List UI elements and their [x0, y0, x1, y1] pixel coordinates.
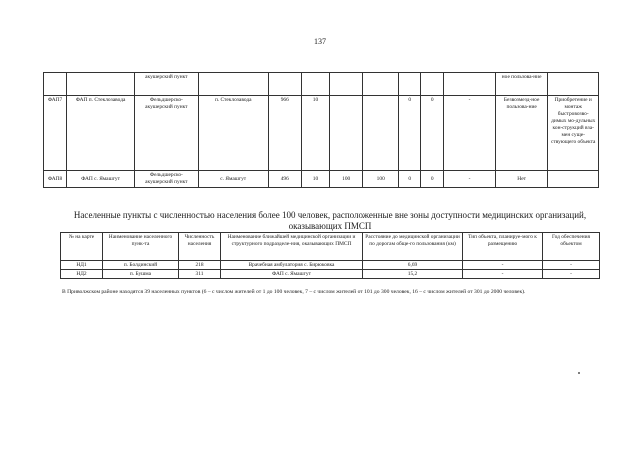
table-row	[44, 73, 599, 96]
table-cell: с. Ямашгут	[198, 171, 268, 188]
section-title: Населенные пункты с численностью населения более 100 человек, расположенные вне зоны доступности медицинских организаций, оказывающих ПМСП	[73, 210, 587, 231]
table-cell: ное пользова-ние	[495, 73, 548, 96]
table-cell: 0	[399, 96, 421, 171]
table-cell	[444, 73, 496, 96]
column-header: Численность населения	[179, 233, 221, 261]
table-cell: 100	[330, 171, 363, 188]
table-cell: 311	[179, 270, 221, 279]
table-cell: ФАП8	[44, 171, 67, 188]
table-cell: -	[463, 261, 543, 270]
scan-speck	[578, 372, 580, 374]
table-cell: Безвозмезд-ное пользова-ние	[495, 96, 548, 171]
column-header: Расстояние до медицинской организации по дорогам обще-го пользования (км)	[363, 233, 463, 261]
table-cell	[421, 73, 444, 96]
facilities-table	[43, 72, 599, 188]
table-cell: ФАП п. Стеклозавода	[67, 96, 135, 171]
table-cell: акушерский пункт	[135, 73, 199, 96]
table-cell: -	[444, 96, 496, 171]
table-cell: 496	[268, 171, 301, 188]
table-cell: 0	[399, 171, 421, 188]
table-cell: Фельдшерско-акушерский пункт	[135, 171, 199, 188]
table-cell	[330, 96, 363, 171]
table-header-row	[61, 233, 600, 261]
table-cell: 15,2	[363, 270, 463, 279]
table-cell	[44, 73, 67, 96]
settlements-table	[60, 232, 600, 279]
footnote: В Приволжском районе находятся 39 населенных пунктов (6 – с числом жителей от 1 до 100 человек, 7 – с числом жителей от 101 до 300 человек, 16 – с числом жителей от 301 до 2000 человек).	[62, 289, 526, 295]
table-cell: 0	[421, 96, 444, 171]
table-cell	[548, 171, 599, 188]
table-cell	[363, 73, 399, 96]
table-cell: 10	[301, 171, 330, 188]
table-cell: 10	[301, 96, 330, 171]
table-cell: Фельдшерско-акушерский пункт	[135, 96, 199, 171]
table-row	[44, 96, 599, 171]
table-row	[44, 171, 599, 188]
column-header: № на карте	[61, 233, 103, 261]
table-cell: Нет	[495, 171, 548, 188]
table-cell: 966	[268, 96, 301, 171]
table-cell: п. Болдинский	[103, 261, 179, 270]
table-cell	[198, 73, 268, 96]
table-cell: п. Бушма	[103, 270, 179, 279]
table-cell	[330, 73, 363, 96]
table-cell: -	[463, 270, 543, 279]
table-cell: 218	[179, 261, 221, 270]
table-cell: ФАП7	[44, 96, 67, 171]
table-cell	[363, 96, 399, 171]
table-cell: -	[543, 270, 600, 279]
table-cell: Врачебная амбулатория с. Бирюковка	[221, 261, 363, 270]
table-cell: ФАП с. Ямашгут	[67, 171, 135, 188]
table-cell	[548, 73, 599, 96]
table-row	[61, 270, 600, 279]
table-cell: 0	[421, 171, 444, 188]
table-cell: -	[543, 261, 600, 270]
table-row	[61, 261, 600, 270]
table-cell	[399, 73, 421, 96]
table-cell: НД2	[61, 270, 103, 279]
table-cell: Приобретение и монтаж быстровозво-димых мо-дульных кон-струкций вза-мен суще-ствующего объекта	[548, 96, 599, 171]
table-cell	[268, 73, 301, 96]
table-cell: НД1	[61, 261, 103, 270]
table-cell	[67, 73, 135, 96]
column-header: Тип объекта, планируе-мого к размещению	[463, 233, 543, 261]
table-cell	[301, 73, 330, 96]
column-header: Год обеспечения объектом	[543, 233, 600, 261]
table-cell: ФАП с. Ямашгут	[221, 270, 363, 279]
table-cell: -	[444, 171, 496, 188]
column-header: Наименование населенного пунк-та	[103, 233, 179, 261]
table-cell: 6,69	[363, 261, 463, 270]
table-cell: п. Стеклозавода	[198, 96, 268, 171]
column-header: Наименование ближайшей медицинской организации и структурного подразделе-ния, оказывающих ПМСП	[221, 233, 363, 261]
page-number: 137	[314, 37, 326, 46]
table-cell: 100	[363, 171, 399, 188]
